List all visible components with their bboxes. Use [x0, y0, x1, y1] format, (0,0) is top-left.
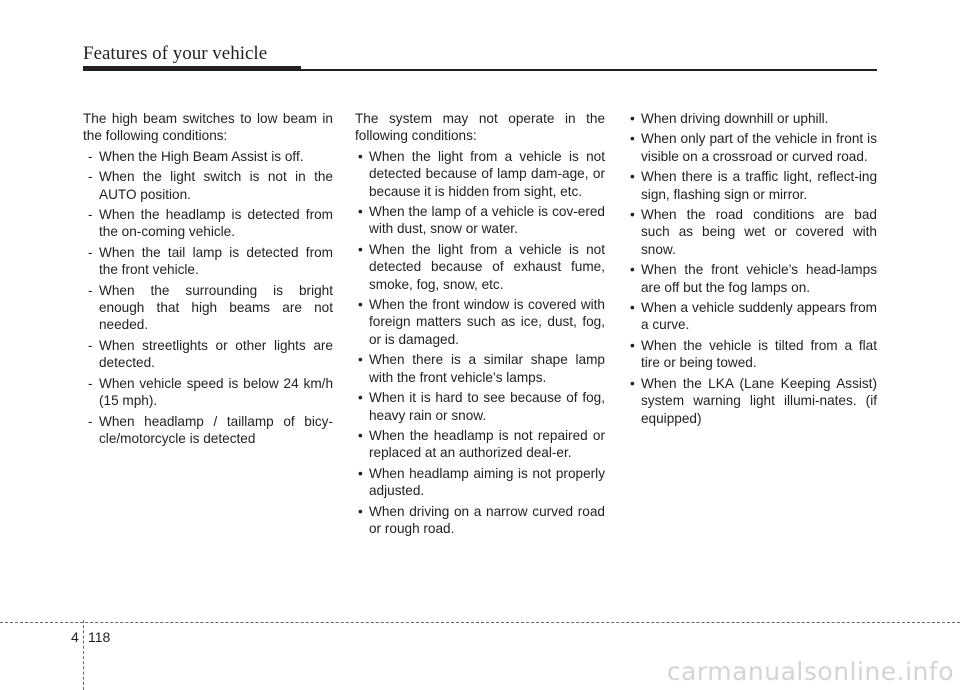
left-intro: The high beam switches to low beam in the following conditions:: [83, 111, 333, 144]
list-item: - When headlamp / taillamp of bicy-cle/motorcycle is detected: [83, 413, 333, 448]
list-item: - When the surrounding is bright enough that high beams are not needed.: [83, 282, 333, 334]
left-condition-list: [83, 148, 333, 448]
list-item: • When driving on a narrow curved road or rough road.: [355, 503, 605, 538]
page-header-title: Features of your vehicle: [83, 43, 268, 64]
right-condition-list: [627, 110, 877, 427]
page-number: 118: [88, 629, 111, 645]
footer-divider-vertical: [83, 620, 85, 690]
list-item: • When the vehicle is tilted from a flat tire or being towed.: [627, 337, 877, 372]
list-item: • When driving downhill or uphill.: [627, 110, 877, 127]
list-item: • When the lamp of a vehicle is cov-ered with dust, snow or water.: [355, 203, 605, 238]
list-item: • When the front vehicle’s head-lamps are off but the fog lamps on.: [627, 261, 877, 296]
chapter-number: 4: [71, 629, 79, 645]
list-item: - When the tail lamp is detected from the front vehicle.: [83, 244, 333, 279]
list-item: • When there is a similar shape lamp with the front vehicle’s lamps.: [355, 351, 605, 386]
list-item: • When there is a traffic light, reflect-ing sign, flashing sign or mirror.: [627, 168, 877, 203]
footer-divider-horizontal: [0, 622, 960, 624]
list-item: • When the light from a vehicle is not detected because of exhaust fume, smoke, fog, snow, etc.: [355, 241, 605, 293]
list-item: • When it is hard to see because of fog, heavy rain or snow.: [355, 389, 605, 424]
list-item: • When headlamp aiming is not properly adjusted.: [355, 465, 605, 500]
list-item: - When streetlights or other lights are detected.: [83, 337, 333, 372]
list-item: - When the light switch is not in the AUTO position.: [83, 168, 333, 203]
list-item: • When the road conditions are bad such as being wet or covered with snow.: [627, 206, 877, 258]
list-item: - When the headlamp is detected from the on-coming vehicle.: [83, 206, 333, 241]
list-item: • When the light from a vehicle is not detected because of lamp dam-age, or because it is hidden from sight, etc.: [355, 148, 605, 200]
list-item: • When the front window is covered with foreign matters such as ice, dust, fog, or is damaged.: [355, 296, 605, 348]
middle-intro: The system may not operate in the following conditions:: [355, 111, 605, 144]
list-item: • When only part of the vehicle in front is visible on a crossroad or curved road.: [627, 130, 877, 165]
right-column: [627, 110, 877, 430]
middle-column: [355, 110, 605, 540]
list-item: - When the High Beam Assist is off.: [83, 148, 333, 165]
list-item: • When a vehicle suddenly appears from a curve.: [627, 299, 877, 334]
list-item: - When vehicle speed is below 24 km/h (15 mph).: [83, 375, 333, 410]
middle-condition-list: [355, 148, 605, 538]
list-item: • When the headlamp is not repaired or replaced at an authorized deal-er.: [355, 427, 605, 462]
watermark: carmanualsonline.info: [666, 657, 954, 686]
left-column: [83, 110, 333, 450]
header-rule-thick: [83, 66, 301, 71]
header-rule-thin: [301, 69, 877, 71]
list-item: • When the LKA (Lane Keeping Assist) system warning light illumi-nates. (if equipped): [627, 375, 877, 427]
